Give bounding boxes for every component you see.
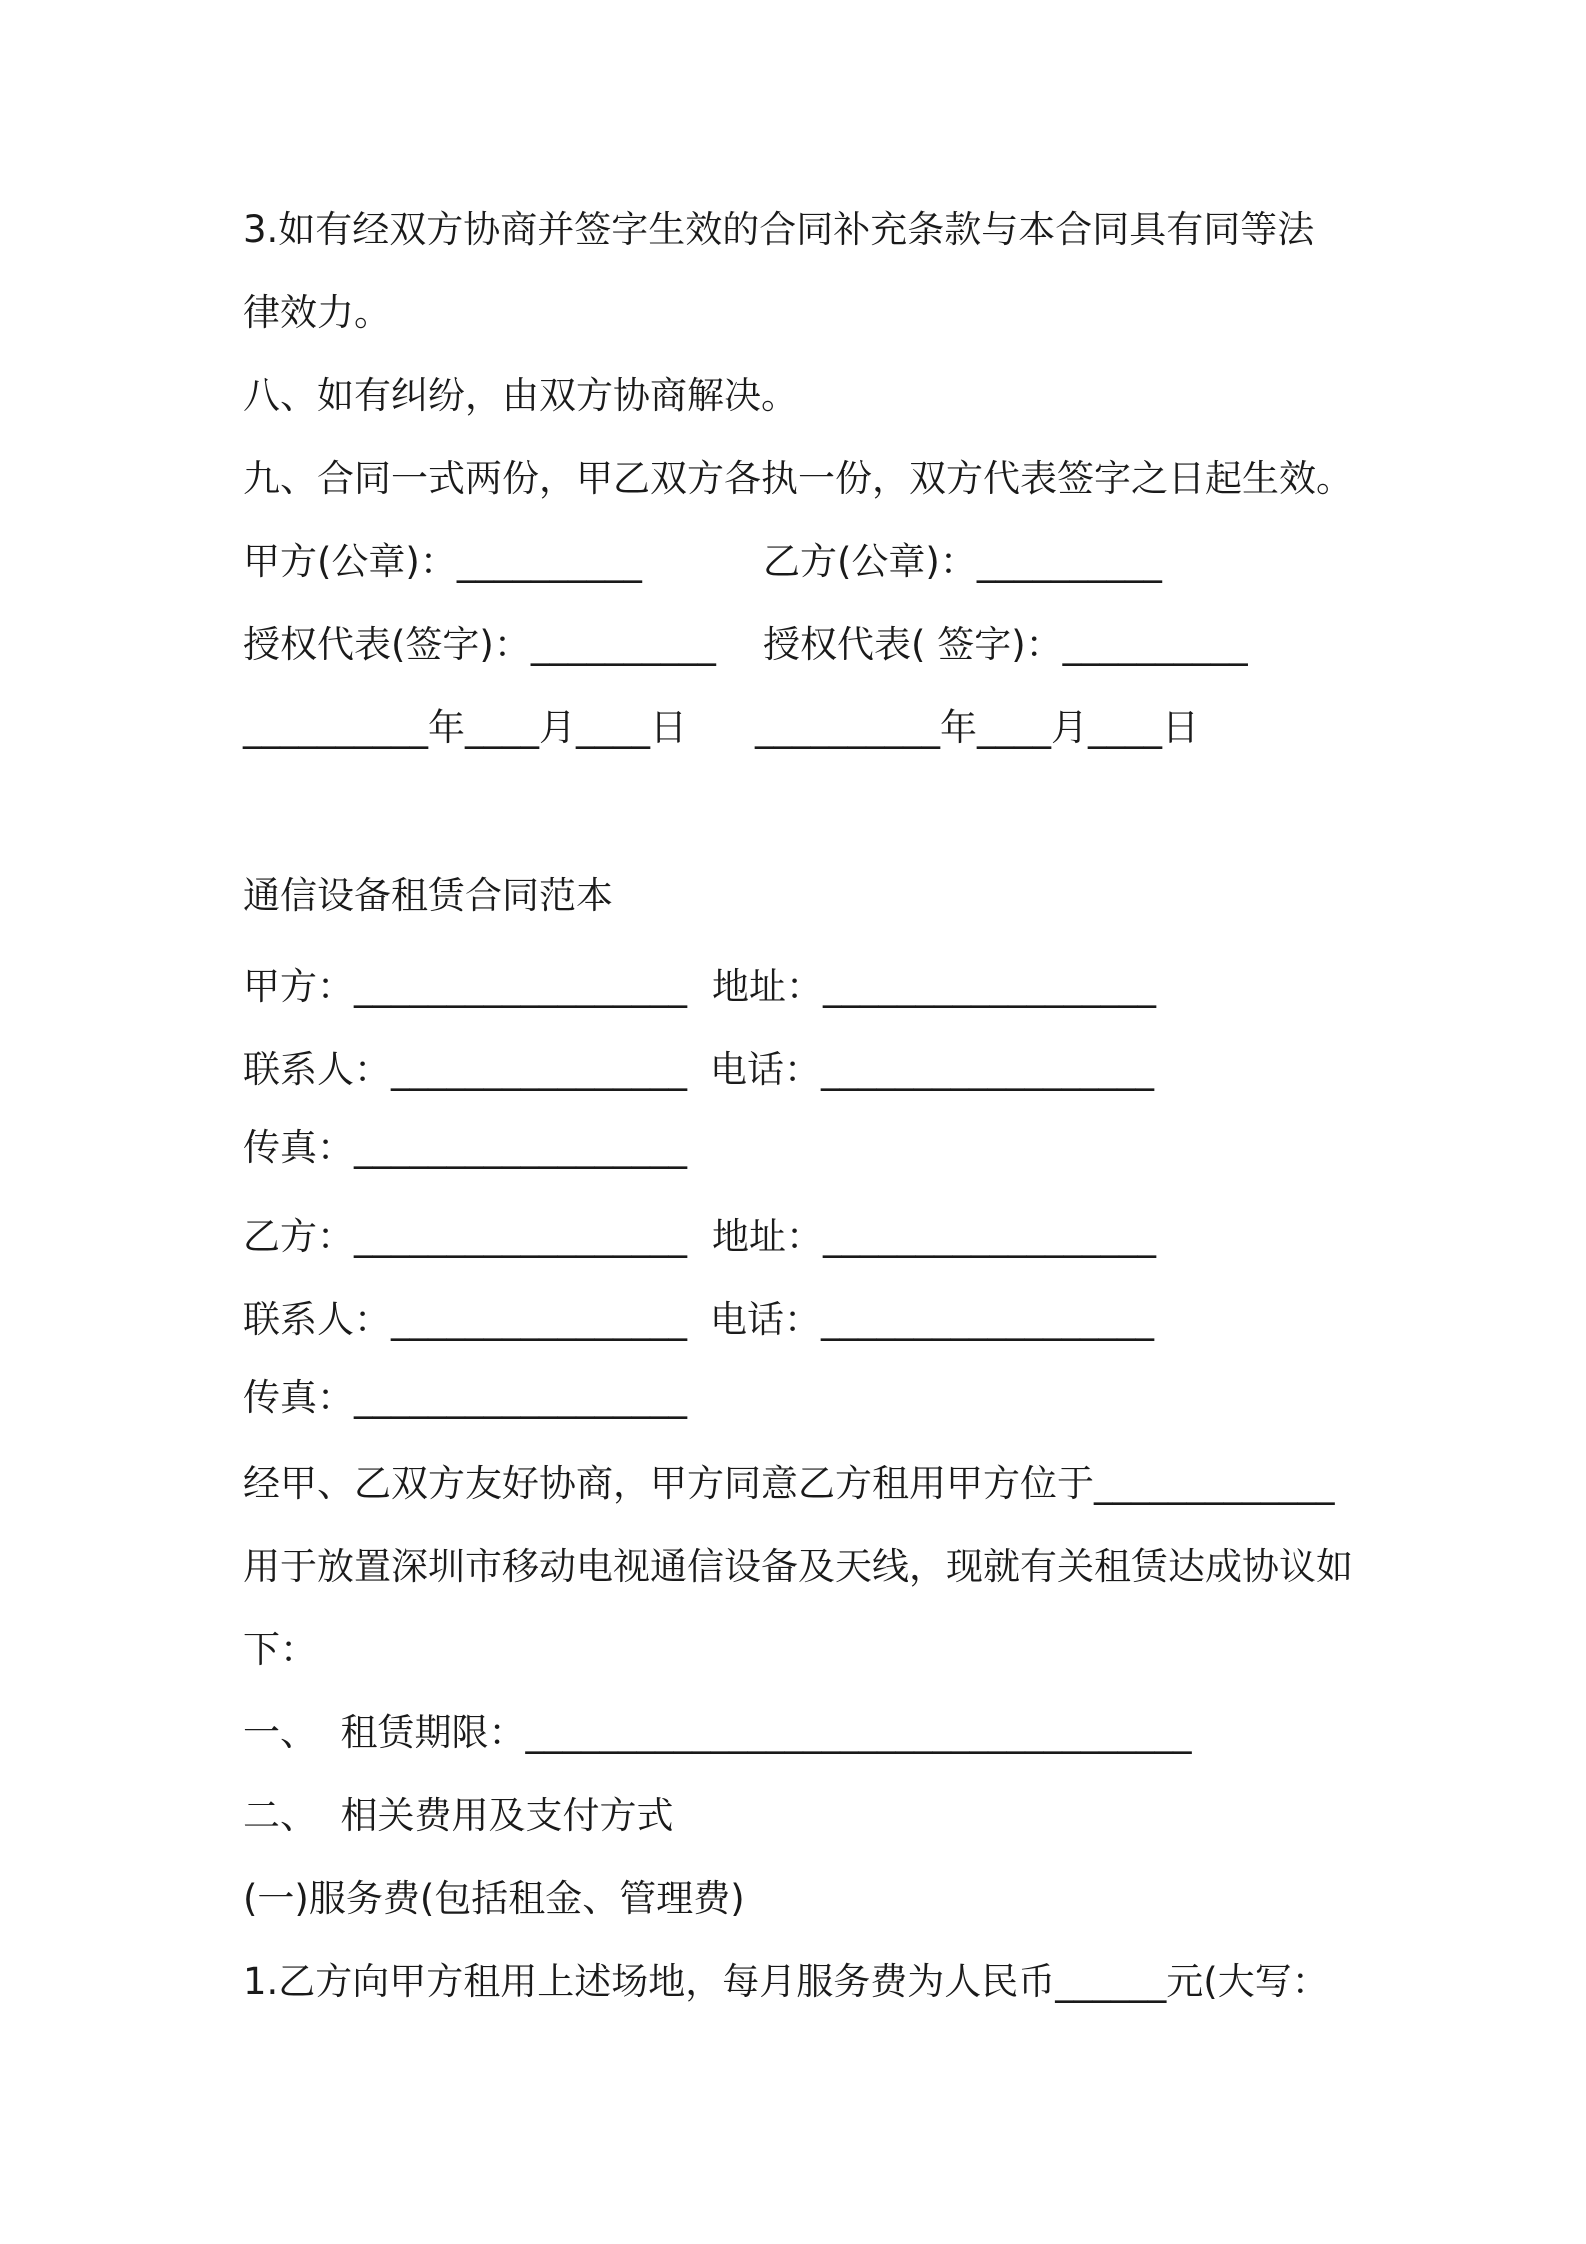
party-b-seal-line: 乙方(公章)：__________ [763,540,1162,583]
party-b-contact-line: 联系人：________________ [243,1298,687,1341]
article-1-term: 一、 租赁期限：____________________________________ [243,1711,1192,1754]
party-b-address-line: 地址：__________________ [712,1215,1156,1258]
clause-3-line-1: 3.如有经双方协商并签字生效的合同补充条款与本合同具有同等法 [243,208,1315,251]
preamble-line-1: 经甲、乙双方友好协商，甲方同意乙方租用甲方位于_____________ [243,1462,1335,1505]
party-a-address-line: 地址：__________________ [712,965,1156,1008]
party-b-fax-line: 传真：__________________ [243,1376,687,1419]
party-a-fax-line: 传真：__________________ [243,1126,687,1169]
article-2-fees: 二、 相关费用及支付方式 [243,1794,674,1837]
party-b-date-line: __________年____月____日 [755,706,1199,749]
preamble-line-3: 下： [243,1628,317,1671]
party-a-contact-line: 联系人：________________ [243,1048,687,1091]
party-b-name-line: 乙方：__________________ [243,1215,687,1258]
clause-3-line-2: 律效力。 [243,291,391,334]
party-a-seal-line: 甲方(公章)：__________ [243,540,642,583]
preamble-line-2: 用于放置深圳市移动电视通信设备及天线，现就有关租赁达成协议如 [243,1545,1353,1588]
party-a-date-line: __________年____月____日 [243,706,687,749]
party-a-phone-line: 电话：__________________ [710,1048,1154,1091]
article-9: 九、合同一式两份，甲乙双方各执一份，双方代表签字之日起生效。 [243,457,1353,500]
item-1-monthly-fee: 1.乙方向甲方租用上述场地，每月服务费为人民币______元(大写： [243,1960,1329,2003]
sub-1-service-fee: (一)服务费(包括租金、管理费) [243,1877,745,1920]
contract-title: 通信设备租赁合同范本 [243,874,613,917]
party-b-phone-line: 电话：__________________ [710,1298,1154,1341]
party-a-name-line: 甲方：__________________ [243,965,687,1008]
article-8: 八、如有纠纷，由双方协商解决。 [243,374,798,417]
party-a-rep-line: 授权代表(签字)：__________ [243,623,716,666]
party-b-rep-line: 授权代表( 签字)：__________ [763,623,1248,666]
